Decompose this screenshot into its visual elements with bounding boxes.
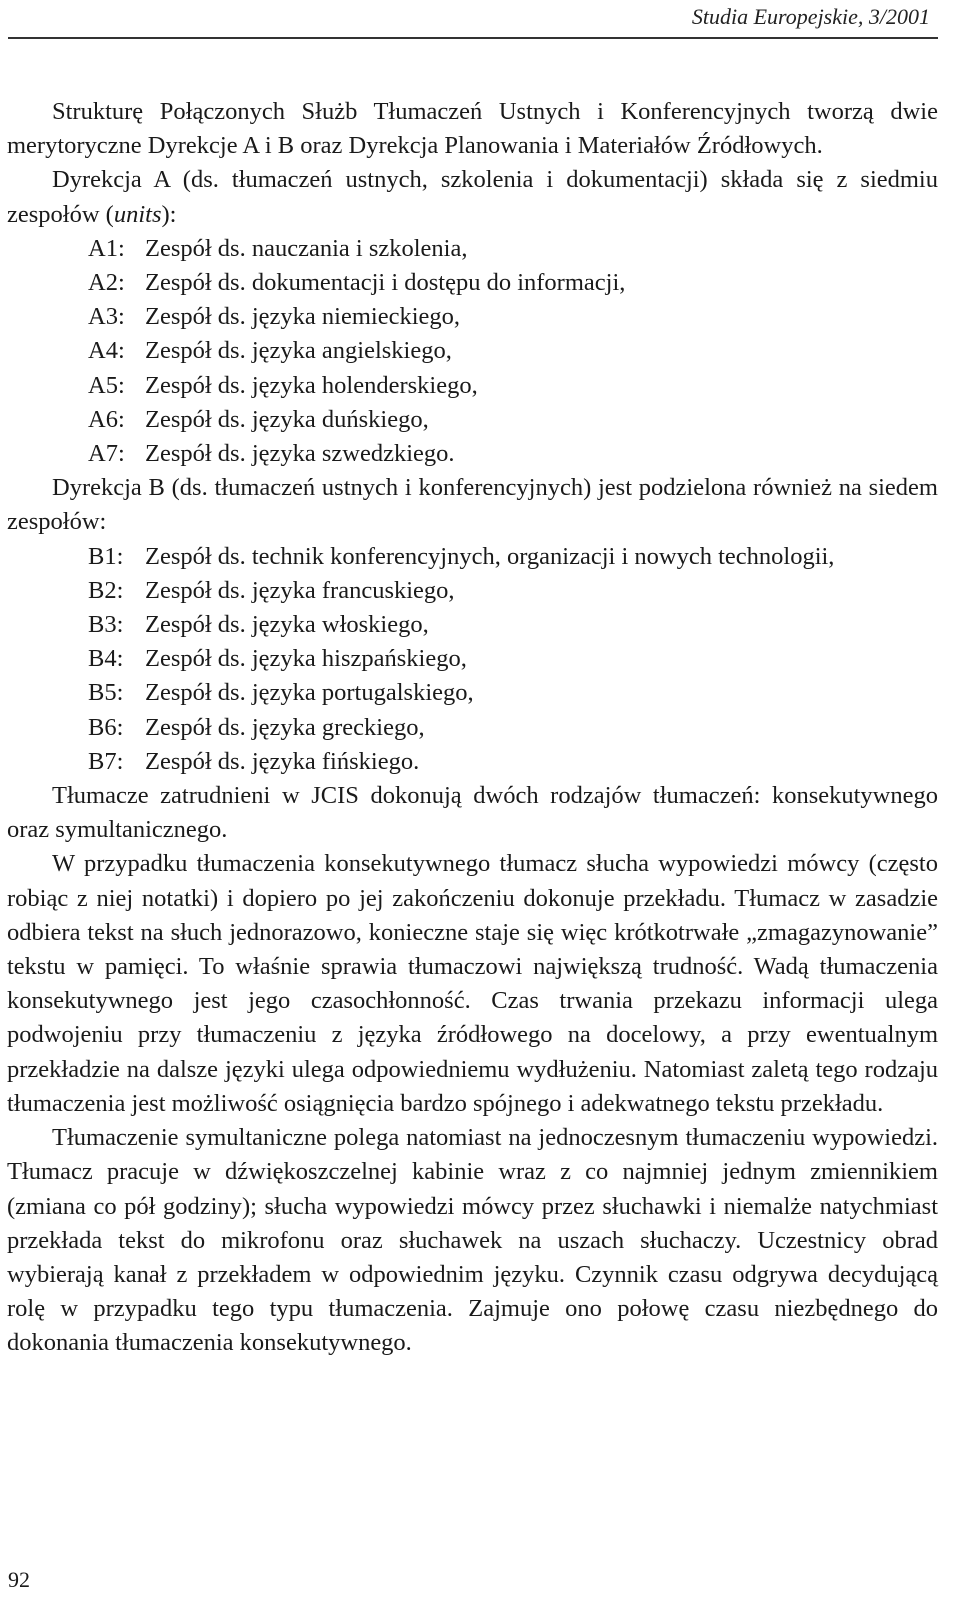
unit-name: Zespół ds. języka angielskiego, — [145, 337, 452, 365]
unit-code: A6: — [88, 405, 125, 433]
page-body — [7, 95, 938, 1361]
unit-name: Zespół ds. języka szwedzkiego. — [145, 440, 455, 468]
unit-code: B4: — [88, 645, 124, 673]
unit-name: Zespół ds. nauczania i szkolenia, — [145, 234, 468, 262]
unit-code: B1: — [88, 542, 124, 570]
unit-name: Zespół ds. dokumentacji i dostępu do informacji, — [145, 269, 626, 297]
unit-name: Zespół ds. języka holenderskiego, — [145, 371, 478, 399]
list-item — [7, 232, 938, 266]
list-item — [7, 540, 938, 574]
list-item — [7, 745, 938, 779]
list-item — [7, 266, 938, 300]
header-rule — [8, 37, 938, 39]
unit-name: Zespół ds. języka duńskiego, — [145, 405, 429, 433]
directorate-a-intro-after: ): — [161, 200, 177, 228]
list-item — [7, 711, 938, 745]
unit-code: A2: — [88, 269, 125, 297]
unit-code: A1: — [88, 234, 125, 262]
unit-code: A3: — [88, 303, 125, 331]
unit-name: Zespół ds. języka greckiego, — [145, 713, 425, 741]
list-item — [7, 300, 938, 334]
list-item — [7, 608, 938, 642]
unit-name: Zespół ds. języka fińskiego. — [145, 747, 420, 775]
unit-code: A7: — [88, 440, 125, 468]
list-item — [7, 574, 938, 608]
list-item — [7, 642, 938, 676]
unit-name: Zespół ds. języka hiszpańskiego, — [145, 645, 467, 673]
paragraph-consecutive: W przypadku tłumaczenia konsekutywnego tłumacz słucha wypowiedzi mówcy (często robiąc z niej notatki) i dopiero po jej zakończeniu dokonuje przekładu. Tłumacz w zasadzie odbiera tekst na słuch jednorazowo, konieczne staje się więc krótkotrwałe „zmagazynowanie” tekstu w pamięci. To właśnie sprawia tłumaczowi największą trudność. Wadą tłumaczenia konsekutywnego jest jego czasochłonność. Czas trwania przekazu informacji ulega podwojeniu przy tłumaczeniu z języka źródłowego na docelowy, a przy ewentualnym przekładzie na dalsze języki ulega odpowiedniemu wydłużeniu. Natomiast zaletą tego rodzaju tłumaczenia jest możliwość osiągnięcia bardzo spójnego i adekwatnego tekstu przekładu. — [7, 850, 938, 1117]
paragraph-simultaneous: Tłumaczenie symultaniczne polega natomiast na jednoczesnym tłumaczeniu wypowiedzi. Tłumacz pracuje w dźwiękoszczelnej kabinie wraz z co najmniej jednym zmiennikiem (zmiana co pół godziny); słucha wypowiedzi mówcy przez słuchawki i niemalże natychmiast przekłada tekst do mikrofonu oraz słuchawek na uszach słuchaczy. Uczestnicy obrad wybierają kanał z przekładem w odpowiednim języku. Czynnik czasu odgrywa decydującą rolę w przypadku tego typu tłumaczenia. Zajmuje ono połowę czasu niezbędnego do dokonania tłumaczenia konsekutywnego. — [7, 1124, 938, 1357]
paragraph-translation-types: Tłumacze zatrudnieni w JCIS dokonują dwóch rodzajów tłumaczeń: konsekutywnego oraz symultanicznego. — [7, 782, 938, 844]
list-item — [7, 676, 938, 710]
unit-name: Zespół ds. języka włoskiego, — [145, 611, 429, 639]
unit-name: Zespół ds. języka portugalskiego, — [145, 679, 474, 707]
unit-name: Zespół ds. technik konferencyjnych, organizacji i nowych technologii, — [145, 542, 835, 570]
journal-title: Studia Europejskie, 3/2001 — [691, 4, 930, 29]
directorate-a-unit-list — [7, 232, 938, 471]
directorate-b-intro: Dyrekcja B (ds. tłumaczeń ustnych i konferencyjnych) jest podzielona również na siedem zespołów: — [7, 474, 938, 536]
unit-code: A4: — [88, 337, 125, 365]
running-header — [0, 0, 938, 38]
unit-code: B2: — [88, 576, 124, 604]
list-item — [7, 334, 938, 368]
directorate-a-intro — [7, 163, 938, 231]
unit-code: B5: — [88, 679, 124, 707]
unit-code: B3: — [88, 611, 124, 639]
unit-code: B7: — [88, 747, 124, 775]
list-item — [7, 437, 938, 471]
page-number: 92 — [8, 1567, 30, 1592]
unit-code: A5: — [88, 371, 125, 399]
unit-name: Zespół ds. języka niemieckiego, — [145, 303, 460, 331]
intro-paragraph: Strukturę Połączonych Służb Tłumaczeń Ustnych i Konferencyjnych tworzą dwie merytoryczne Dyrekcje A i B oraz Dyrekcja Planowania i Materiałów Źródłowych. — [7, 98, 938, 160]
directorate-a-intro-before: Dyrekcja A (ds. tłumaczeń ustnych, szkolenia i dokumentacji) składa się z siedmiu zespołów ( — [7, 166, 938, 228]
list-item — [7, 369, 938, 403]
unit-name: Zespół ds. języka francuskiego, — [145, 576, 455, 604]
unit-code: B6: — [88, 713, 124, 741]
list-item — [7, 403, 938, 437]
units-term: units — [113, 200, 162, 228]
directorate-b-unit-list — [7, 540, 938, 779]
